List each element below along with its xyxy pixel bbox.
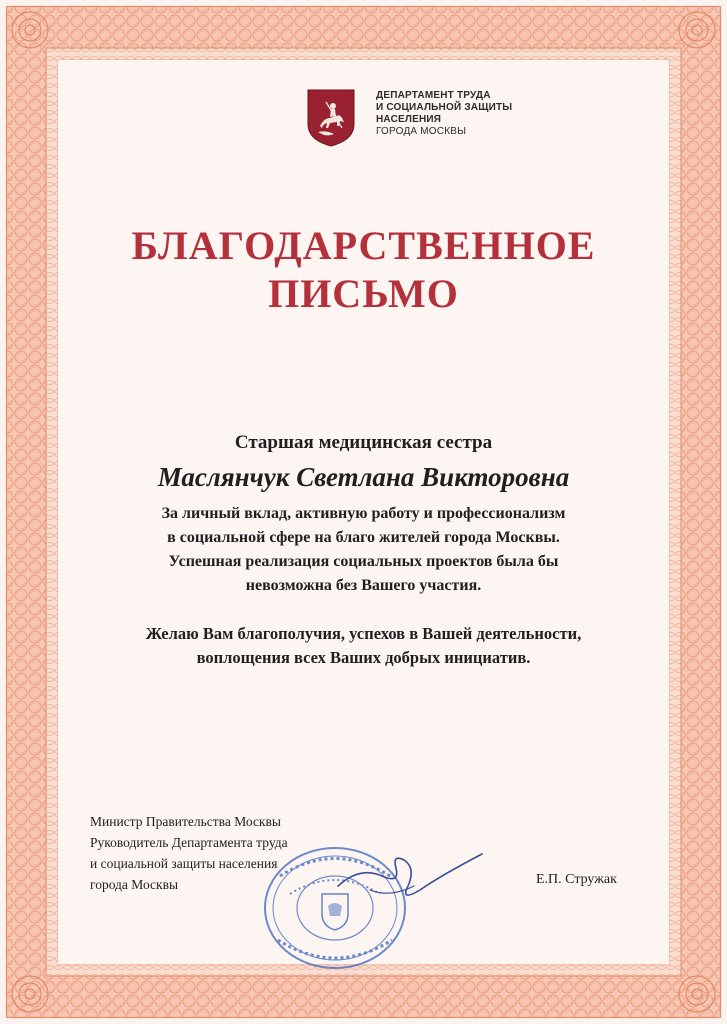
gratitude-line-3: Успешная реализация социальных проектов была бы xyxy=(168,553,559,570)
gratitude-line-1: За личный вклад, активную работу и профессионализм xyxy=(161,505,566,522)
recipient-role: Старшая медицинская сестра xyxy=(234,432,493,453)
moscow-coat-of-arms-icon xyxy=(306,88,356,148)
title-line-2: ПИСЬМО xyxy=(268,271,459,316)
signatory-line-4: города Москвы xyxy=(90,877,179,892)
department-line-3: НАСЕЛЕНИЯ xyxy=(376,114,442,125)
wishes-line-1: Желаю Вам благополучия, успехов в Вашей деятельности, xyxy=(145,624,582,643)
signatory-line-2: Руководитель Департамента труда xyxy=(90,835,288,850)
signatory-line-1: Министр Правительства Москвы xyxy=(90,814,281,829)
wishes-line-2: воплощения всех Ваших добрых инициатив. xyxy=(196,648,531,667)
signatory-line-3: и социальной защиты населения xyxy=(90,856,278,871)
department-line-4: ГОРОДА МОСКВЫ xyxy=(376,126,467,137)
wishes-paragraph xyxy=(0,622,727,670)
signer-name: Е.П. Стружак xyxy=(536,872,617,887)
gratitude-line-4: невозможна без Вашего участия. xyxy=(245,577,482,594)
recipient-name: Маслянчук Светлана Викторовна xyxy=(157,462,570,492)
title-line-1: БЛАГОДАРСТВЕННОЕ xyxy=(131,223,596,268)
department-header xyxy=(376,90,576,138)
department-line-1: ДЕПАРТАМЕНТ ТРУДА xyxy=(376,90,491,101)
gratitude-line-2: в социальной сфере на благо жителей города Москвы. xyxy=(167,529,560,546)
department-line-2: И СОЦИАЛЬНОЙ ЗАЩИТЫ xyxy=(376,102,513,113)
gratitude-paragraph xyxy=(0,502,727,598)
handwritten-signature-icon xyxy=(330,846,490,916)
